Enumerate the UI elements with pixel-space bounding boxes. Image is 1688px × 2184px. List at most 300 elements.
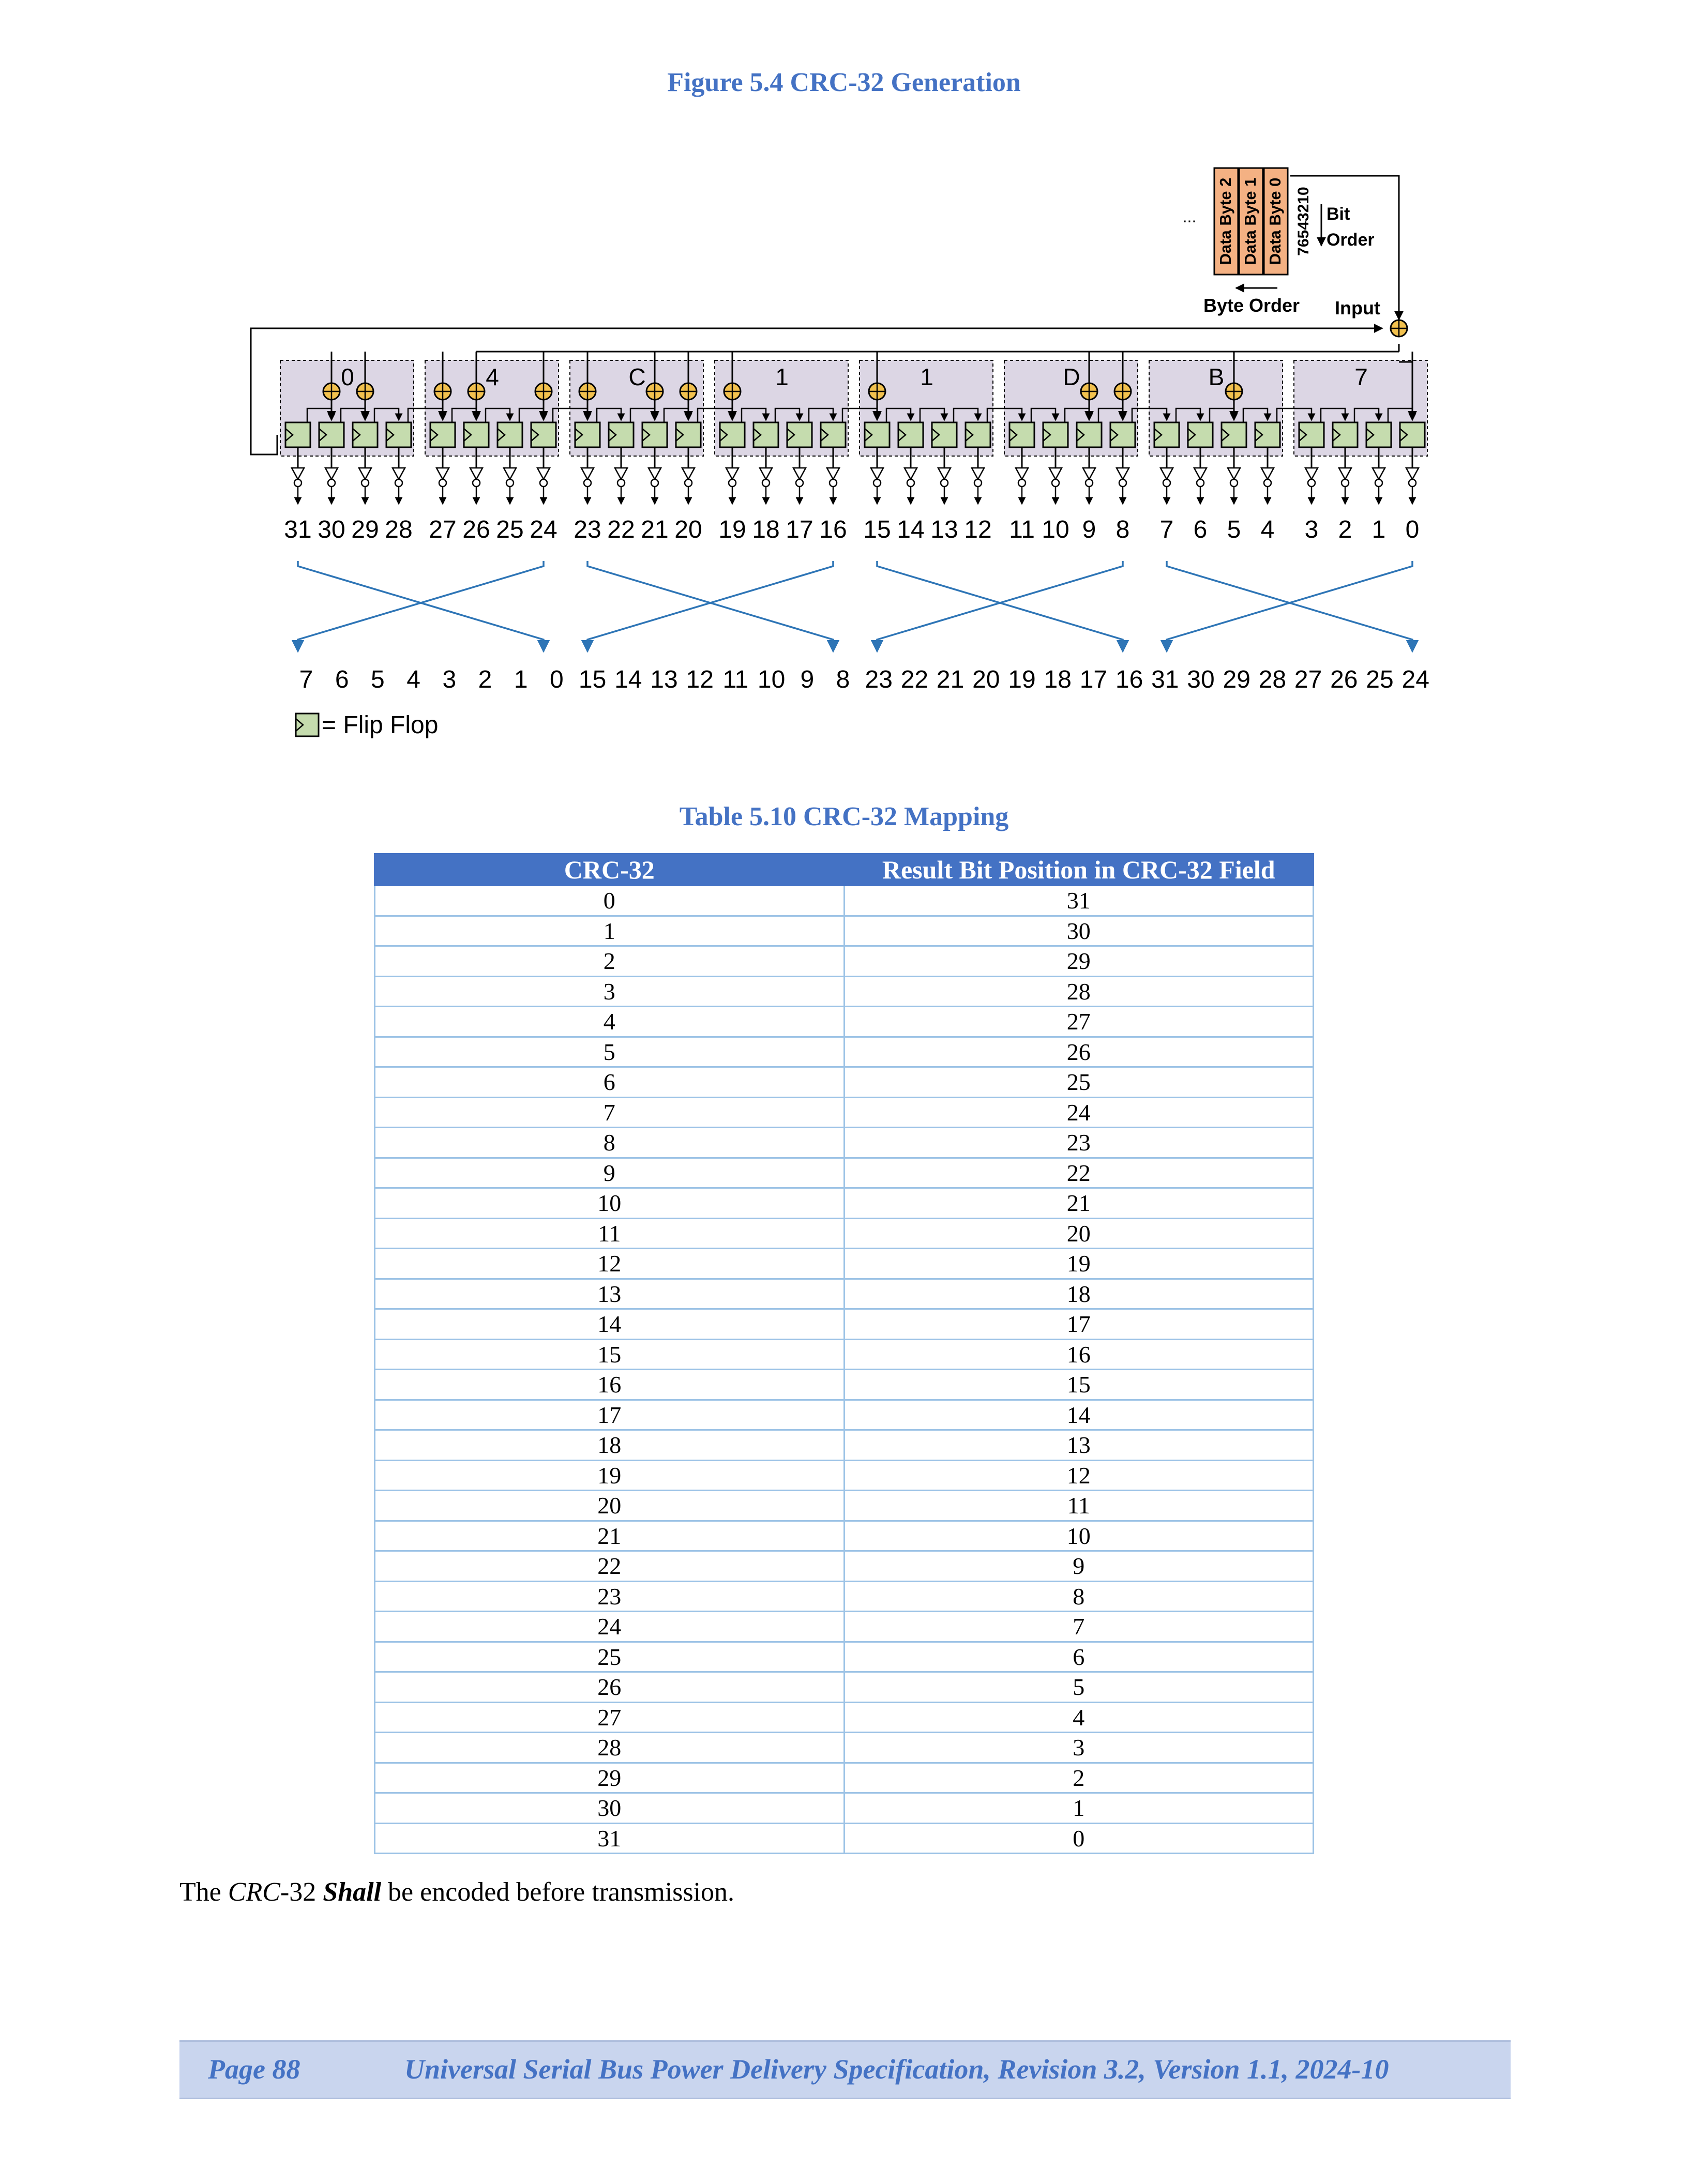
table-row <box>375 1037 1314 1067</box>
register-bit-label: 20 <box>674 516 702 543</box>
table-row <box>375 1763 1314 1793</box>
swap-arrow <box>587 561 833 651</box>
inverter-triangle <box>1406 468 1419 479</box>
footer-page-number: Page 88 <box>208 2054 300 2085</box>
inverter-bubble <box>873 479 881 487</box>
inverter-bubble <box>395 479 402 487</box>
output-bit-label: 19 <box>1008 666 1036 693</box>
table-row <box>375 1067 1314 1098</box>
crc32-bit-cell: 12 <box>375 1249 845 1279</box>
register-bit-label: 5 <box>1227 516 1241 543</box>
result-bit-cell: 22 <box>844 1158 1314 1188</box>
inverter-triangle <box>393 468 405 479</box>
inverter-bubble <box>617 479 625 487</box>
output-bit-label: 1 <box>514 666 528 693</box>
flip-flop <box>966 422 990 447</box>
crc32-bit-cell: 14 <box>375 1309 845 1340</box>
output-bit-label: 15 <box>578 666 607 693</box>
inverter-triangle <box>325 468 338 479</box>
header-result-bit: Result Bit Position in CRC-32 Field <box>844 854 1314 886</box>
nibble-label: 1 <box>775 363 789 390</box>
output-bit-label: 28 <box>1258 666 1287 693</box>
inverter-bubble <box>439 479 446 487</box>
header-crc32: CRC-32 <box>375 854 845 886</box>
output-bit-label: 29 <box>1223 666 1250 693</box>
crc32-bit-cell: 20 <box>375 1491 845 1521</box>
result-bit-cell: 5 <box>844 1672 1314 1703</box>
nibble-label: 4 <box>486 363 499 390</box>
output-bit-label: 26 <box>1330 666 1358 693</box>
inverter-triangle <box>1117 468 1129 479</box>
flip-flop <box>1077 422 1102 447</box>
output-bit-label: 13 <box>650 666 678 693</box>
inverter-bubble <box>729 479 736 487</box>
output-bit-label: 20 <box>972 666 1000 693</box>
flip-flop <box>531 422 556 447</box>
inverter-bubble <box>473 479 480 487</box>
crc32-bit-cell: 13 <box>375 1279 845 1309</box>
inverter-triangle <box>359 468 371 479</box>
result-bit-cell: 8 <box>844 1581 1314 1612</box>
crc32-bit-cell: 31 <box>375 1823 845 1854</box>
nibble-label: D <box>1063 363 1080 390</box>
inverter-triangle <box>905 468 917 479</box>
inverter-triangle <box>726 468 739 479</box>
flip-flop <box>1154 422 1179 447</box>
crc32-bit-cell: 28 <box>375 1733 845 1763</box>
register-bit-label: 7 <box>1159 516 1174 543</box>
result-bit-cell: 26 <box>844 1037 1314 1067</box>
register-bit-label: 31 <box>284 516 312 543</box>
table-row <box>375 1430 1314 1461</box>
output-bit-label: 16 <box>1115 666 1143 693</box>
flip-flop <box>430 422 455 447</box>
figure-caption: Figure 5.4 CRC-32 Generation <box>667 68 1021 97</box>
table-row <box>375 1460 1314 1491</box>
legend-label: = Flip Flop <box>322 711 439 739</box>
byte-swap-arrows <box>298 561 1429 693</box>
table-row <box>375 1158 1314 1188</box>
output-bit-label: 11 <box>722 666 749 693</box>
inverter-triangle <box>504 468 516 479</box>
inverter-bubble <box>1230 479 1238 487</box>
register-bit-label: 2 <box>1338 516 1352 543</box>
register-bit-label: 3 <box>1304 516 1319 543</box>
result-bit-cell: 6 <box>844 1642 1314 1672</box>
result-bit-cell: 18 <box>844 1279 1314 1309</box>
output-bit-label: 27 <box>1294 666 1322 693</box>
inverter-triangle <box>972 468 984 479</box>
table-row <box>375 1702 1314 1733</box>
ellipsis-label: ... <box>1182 207 1197 226</box>
inverter-bubble <box>907 479 914 487</box>
inverter-bubble <box>1375 479 1382 487</box>
table-row <box>375 1097 1314 1128</box>
table-row <box>375 1218 1314 1249</box>
register-bit-label: 4 <box>1260 516 1275 543</box>
crc32-bit-cell: 11 <box>375 1218 845 1249</box>
inverter-bubble <box>1052 479 1059 487</box>
flip-flop <box>898 422 923 447</box>
swap-arrow <box>877 561 1123 651</box>
table-row <box>375 1521 1314 1551</box>
result-bit-cell: 31 <box>844 886 1314 916</box>
flip-flop <box>642 422 667 447</box>
register-bit-label: 0 <box>1405 516 1420 543</box>
inverter-bubble <box>540 479 547 487</box>
output-bit-label: 10 <box>757 666 786 693</box>
inverter-triangle <box>470 468 483 479</box>
result-bit-cell: 29 <box>844 946 1314 977</box>
inverter-bubble <box>506 479 514 487</box>
data-bytes-group <box>1183 168 1399 320</box>
result-bit-cell: 30 <box>844 916 1314 946</box>
body-text-rest: be encoded before transmission. <box>381 1877 735 1907</box>
result-bit-cell: 21 <box>844 1188 1314 1219</box>
inverter-triangle <box>682 468 695 479</box>
byte-order-label: Byte Order <box>1203 295 1300 316</box>
crc32-bit-cell: 9 <box>375 1158 845 1188</box>
register-bit-label: 21 <box>641 516 669 543</box>
result-bit-cell: 10 <box>844 1521 1314 1551</box>
inverter-bubble <box>651 479 658 487</box>
register-bit-label: 6 <box>1193 516 1208 543</box>
flip-flop <box>353 422 378 447</box>
bit-number-label: 76543210 <box>1295 187 1312 256</box>
output-bit-label: 6 <box>335 666 349 693</box>
inverter-triangle <box>1016 468 1028 479</box>
result-bit-cell: 13 <box>844 1430 1314 1461</box>
flip-flop <box>1222 422 1246 447</box>
table-row <box>375 1007 1314 1037</box>
output-bit-label: 23 <box>865 666 893 693</box>
flip-flop <box>1366 422 1391 447</box>
table-row <box>375 946 1314 977</box>
crc32-bit-cell: 6 <box>375 1067 845 1098</box>
table-row <box>375 1612 1314 1642</box>
result-bit-cell: 4 <box>844 1702 1314 1733</box>
crc32-bit-cell: 27 <box>375 1702 845 1733</box>
table-row <box>375 1551 1314 1582</box>
crc32-bit-cell: 17 <box>375 1400 845 1430</box>
inverter-triangle <box>1261 468 1274 479</box>
output-bit-label: 14 <box>614 666 642 693</box>
table-row <box>375 886 1314 916</box>
flip-flop <box>676 422 701 447</box>
table-row <box>375 1400 1314 1430</box>
table-row <box>375 1188 1314 1219</box>
register-bit-label: 29 <box>351 516 379 543</box>
data-byte-label: Data Byte 1 <box>1241 177 1259 265</box>
register-bit-label: 24 <box>530 516 557 543</box>
flip-flop <box>285 422 310 447</box>
inverter-triangle <box>1339 468 1351 479</box>
legend-flip-flop <box>296 714 319 736</box>
register-bit-label: 26 <box>462 516 490 543</box>
crc32-bit-cell: 15 <box>375 1339 845 1370</box>
output-bit-label: 21 <box>936 666 964 693</box>
table-header-row <box>375 854 1314 886</box>
inverter-triangle <box>1083 468 1095 479</box>
flip-flop <box>932 422 957 447</box>
data-byte-label: Data Byte 2 <box>1216 177 1234 265</box>
inverter-triangle <box>938 468 951 479</box>
flip-flop <box>1255 422 1280 447</box>
flip-flop <box>498 422 522 447</box>
table-row <box>375 1309 1314 1340</box>
inverter-bubble <box>1264 479 1271 487</box>
swap-arrow <box>587 561 833 651</box>
inverter-bubble <box>974 479 982 487</box>
inverter-triangle <box>1305 468 1318 479</box>
inverter-bubble <box>1308 479 1315 487</box>
table-row <box>375 1642 1314 1672</box>
register-bit-label: 13 <box>930 516 958 543</box>
table-row <box>375 1733 1314 1763</box>
flip-flop <box>1188 422 1213 447</box>
output-bit-label: 4 <box>406 666 420 693</box>
flip-flop <box>609 422 634 447</box>
register-bit-label: 10 <box>1042 516 1069 543</box>
crc32-bit-cell: 25 <box>375 1642 845 1672</box>
output-bit-label: 17 <box>1079 666 1108 693</box>
nibble-label: 1 <box>920 363 933 390</box>
table-row <box>375 1491 1314 1521</box>
body-paragraph <box>179 1877 734 1907</box>
swap-arrow <box>298 561 544 651</box>
register-bit-label: 11 <box>1009 516 1035 543</box>
output-bit-label: 0 <box>550 666 564 693</box>
crc32-bit-cell: 23 <box>375 1581 845 1612</box>
crc32-bit-cell: 3 <box>375 976 845 1007</box>
inverter-triangle <box>436 468 449 479</box>
output-bit-label: 25 <box>1366 666 1394 693</box>
crc32-bit-cell: 18 <box>375 1430 845 1461</box>
flip-flop <box>865 422 890 447</box>
register-bit-label: 8 <box>1116 516 1130 543</box>
inverter-bubble <box>1119 479 1126 487</box>
result-bit-cell: 12 <box>844 1460 1314 1491</box>
inverter-triangle <box>760 468 772 479</box>
inverter-triangle <box>793 468 806 479</box>
register-bit-label: 30 <box>318 516 345 543</box>
flip-flop <box>787 422 812 447</box>
inverter-triangle <box>649 468 661 479</box>
output-bit-label: 24 <box>1401 666 1429 693</box>
footer-title: Universal Serial Bus Power Delivery Specification, Revision 3.2, Version 1.1, 2024-10 <box>404 2054 1389 2085</box>
crc32-bit-cell: 5 <box>375 1037 845 1067</box>
table-row <box>375 1672 1314 1703</box>
result-bit-cell: 1 <box>844 1793 1314 1824</box>
output-bit-label: 8 <box>836 666 850 693</box>
inverter-bubble <box>762 479 770 487</box>
inverter-bubble <box>685 479 692 487</box>
table-row <box>375 1279 1314 1309</box>
inverter-bubble <box>1197 479 1204 487</box>
result-bit-cell: 27 <box>844 1007 1314 1037</box>
crc32-bit-cell: 19 <box>375 1460 845 1491</box>
inverter-triangle <box>1049 468 1062 479</box>
inverter-triangle <box>1373 468 1385 479</box>
swap-arrow <box>298 561 544 651</box>
register-bit-label: 27 <box>429 516 457 543</box>
inverter-bubble <box>796 479 803 487</box>
crc32-diagram <box>0 0 1688 750</box>
inverter-triangle <box>292 468 304 479</box>
crc32-bit-cell: 16 <box>375 1370 845 1400</box>
register-bit-label: 1 <box>1372 516 1386 543</box>
inverter-bubble <box>1342 479 1349 487</box>
crc32-bit-cell: 22 <box>375 1551 845 1582</box>
result-bit-cell: 20 <box>844 1218 1314 1249</box>
inverter-triangle <box>827 468 839 479</box>
result-bit-cell: 3 <box>844 1733 1314 1763</box>
crc32-bit-cell: 29 <box>375 1763 845 1793</box>
crc32-bit-cell: 24 <box>375 1612 845 1642</box>
crc32-bit-cell: 8 <box>375 1128 845 1158</box>
register-bit-label: 25 <box>496 516 524 543</box>
result-bit-cell: 24 <box>844 1097 1314 1128</box>
inverter-triangle <box>615 468 627 479</box>
output-buffers <box>284 447 1419 543</box>
flip-flop <box>1333 422 1358 447</box>
inverter-bubble <box>294 479 302 487</box>
output-bit-label: 30 <box>1187 666 1215 693</box>
inverter-triangle <box>581 468 594 479</box>
crc32-bit-cell: 4 <box>375 1007 845 1037</box>
flip-flop <box>753 422 778 447</box>
page-footer <box>179 2040 1511 2099</box>
result-bit-cell: 28 <box>844 976 1314 1007</box>
inverter-triangle <box>1194 468 1207 479</box>
inverter-bubble <box>941 479 948 487</box>
table-row <box>375 1249 1314 1279</box>
register-bit-label: 22 <box>607 516 635 543</box>
inverter-triangle <box>537 468 550 479</box>
output-bit-label: 3 <box>442 666 457 693</box>
body-text-shall: Shall <box>323 1877 382 1907</box>
result-bit-cell: 9 <box>844 1551 1314 1582</box>
crc32-bit-cell: 1 <box>375 916 845 946</box>
result-bit-cell: 25 <box>844 1067 1314 1098</box>
result-bit-cell: 7 <box>844 1612 1314 1642</box>
input-label: Input <box>1335 297 1380 318</box>
result-bit-cell: 15 <box>844 1370 1314 1400</box>
body-text-prefix: The <box>179 1877 228 1907</box>
result-bit-cell: 23 <box>844 1128 1314 1158</box>
table-row <box>375 1370 1314 1400</box>
register-bit-label: 17 <box>786 516 813 543</box>
register-bit-label: 28 <box>385 516 413 543</box>
nibble-label: 7 <box>1354 363 1368 390</box>
swap-arrow <box>1167 561 1412 651</box>
inverter-bubble <box>1018 479 1026 487</box>
result-bit-cell: 14 <box>844 1400 1314 1430</box>
data-byte-label: Data Byte 0 <box>1266 177 1284 265</box>
bit-order-label: Order <box>1327 230 1375 250</box>
flip-flop <box>386 422 411 447</box>
crc32-bit-cell: 21 <box>375 1521 845 1551</box>
register-bit-label: 23 <box>574 516 601 543</box>
output-bit-label: 12 <box>686 666 714 693</box>
table-row <box>375 1823 1314 1854</box>
register-bit-label: 15 <box>863 516 891 543</box>
inverter-bubble <box>830 479 837 487</box>
result-bit-cell: 17 <box>844 1309 1314 1340</box>
flip-flop <box>1043 422 1068 447</box>
flip-flop <box>464 422 489 447</box>
flip-flop <box>1299 422 1324 447</box>
result-bit-cell: 16 <box>844 1339 1314 1370</box>
inverter-bubble <box>1163 479 1170 487</box>
crc32-bit-cell: 26 <box>375 1672 845 1703</box>
output-bit-label: 31 <box>1151 666 1179 693</box>
flip-flop <box>1009 422 1034 447</box>
nibble-label: C <box>628 363 646 390</box>
register-bit-label: 12 <box>964 516 992 543</box>
table-row <box>375 1793 1314 1824</box>
register-bit-label: 14 <box>897 516 925 543</box>
flip-flop <box>720 422 745 447</box>
swap-arrow <box>1167 561 1412 651</box>
register-bit-label: 19 <box>718 516 746 543</box>
flip-flop <box>1110 422 1135 447</box>
swap-arrow <box>877 561 1123 651</box>
inverter-bubble <box>361 479 369 487</box>
crc32-bit-cell: 2 <box>375 946 845 977</box>
table-row <box>375 976 1314 1007</box>
table-row <box>375 1581 1314 1612</box>
crc32-bit-cell: 7 <box>375 1097 845 1128</box>
legend <box>296 711 438 739</box>
crc32-bit-cell: 10 <box>375 1188 845 1219</box>
body-text-crc: CRC <box>228 1877 280 1907</box>
table-caption: Table 5.10 CRC-32 Mapping <box>679 802 1009 831</box>
flip-flop <box>821 422 846 447</box>
table-row <box>375 1339 1314 1370</box>
output-bit-label: 22 <box>900 666 929 693</box>
nibble-label: 0 <box>341 363 354 390</box>
inverter-triangle <box>1228 468 1240 479</box>
inverter-triangle <box>1160 468 1173 479</box>
flip-flop <box>1400 422 1425 447</box>
output-bit-label: 18 <box>1044 666 1072 693</box>
result-bit-cell: 0 <box>844 1823 1314 1854</box>
flip-flop <box>575 422 600 447</box>
inverter-bubble <box>1409 479 1416 487</box>
register-bit-label: 18 <box>752 516 780 543</box>
nibble-label: B <box>1208 363 1225 390</box>
inverter-bubble <box>1086 479 1093 487</box>
output-bit-label: 2 <box>478 666 492 693</box>
inverter-bubble <box>328 479 335 487</box>
table-row <box>375 1128 1314 1158</box>
result-bit-cell: 19 <box>844 1249 1314 1279</box>
flip-flop <box>319 422 344 447</box>
inverter-triangle <box>871 468 883 479</box>
body-text-number: -32 <box>280 1877 323 1907</box>
inverter-bubble <box>584 479 591 487</box>
output-bit-label: 9 <box>800 666 815 693</box>
register-bit-label: 9 <box>1082 516 1096 543</box>
table-row <box>375 916 1314 946</box>
result-bit-cell: 11 <box>844 1491 1314 1521</box>
crc32-mapping-table <box>374 853 1314 1854</box>
crc32-bit-cell: 30 <box>375 1793 845 1824</box>
bit-order-label: Bit <box>1327 204 1350 224</box>
output-bit-label: 5 <box>371 666 385 693</box>
crc32-bit-cell: 0 <box>375 886 845 916</box>
